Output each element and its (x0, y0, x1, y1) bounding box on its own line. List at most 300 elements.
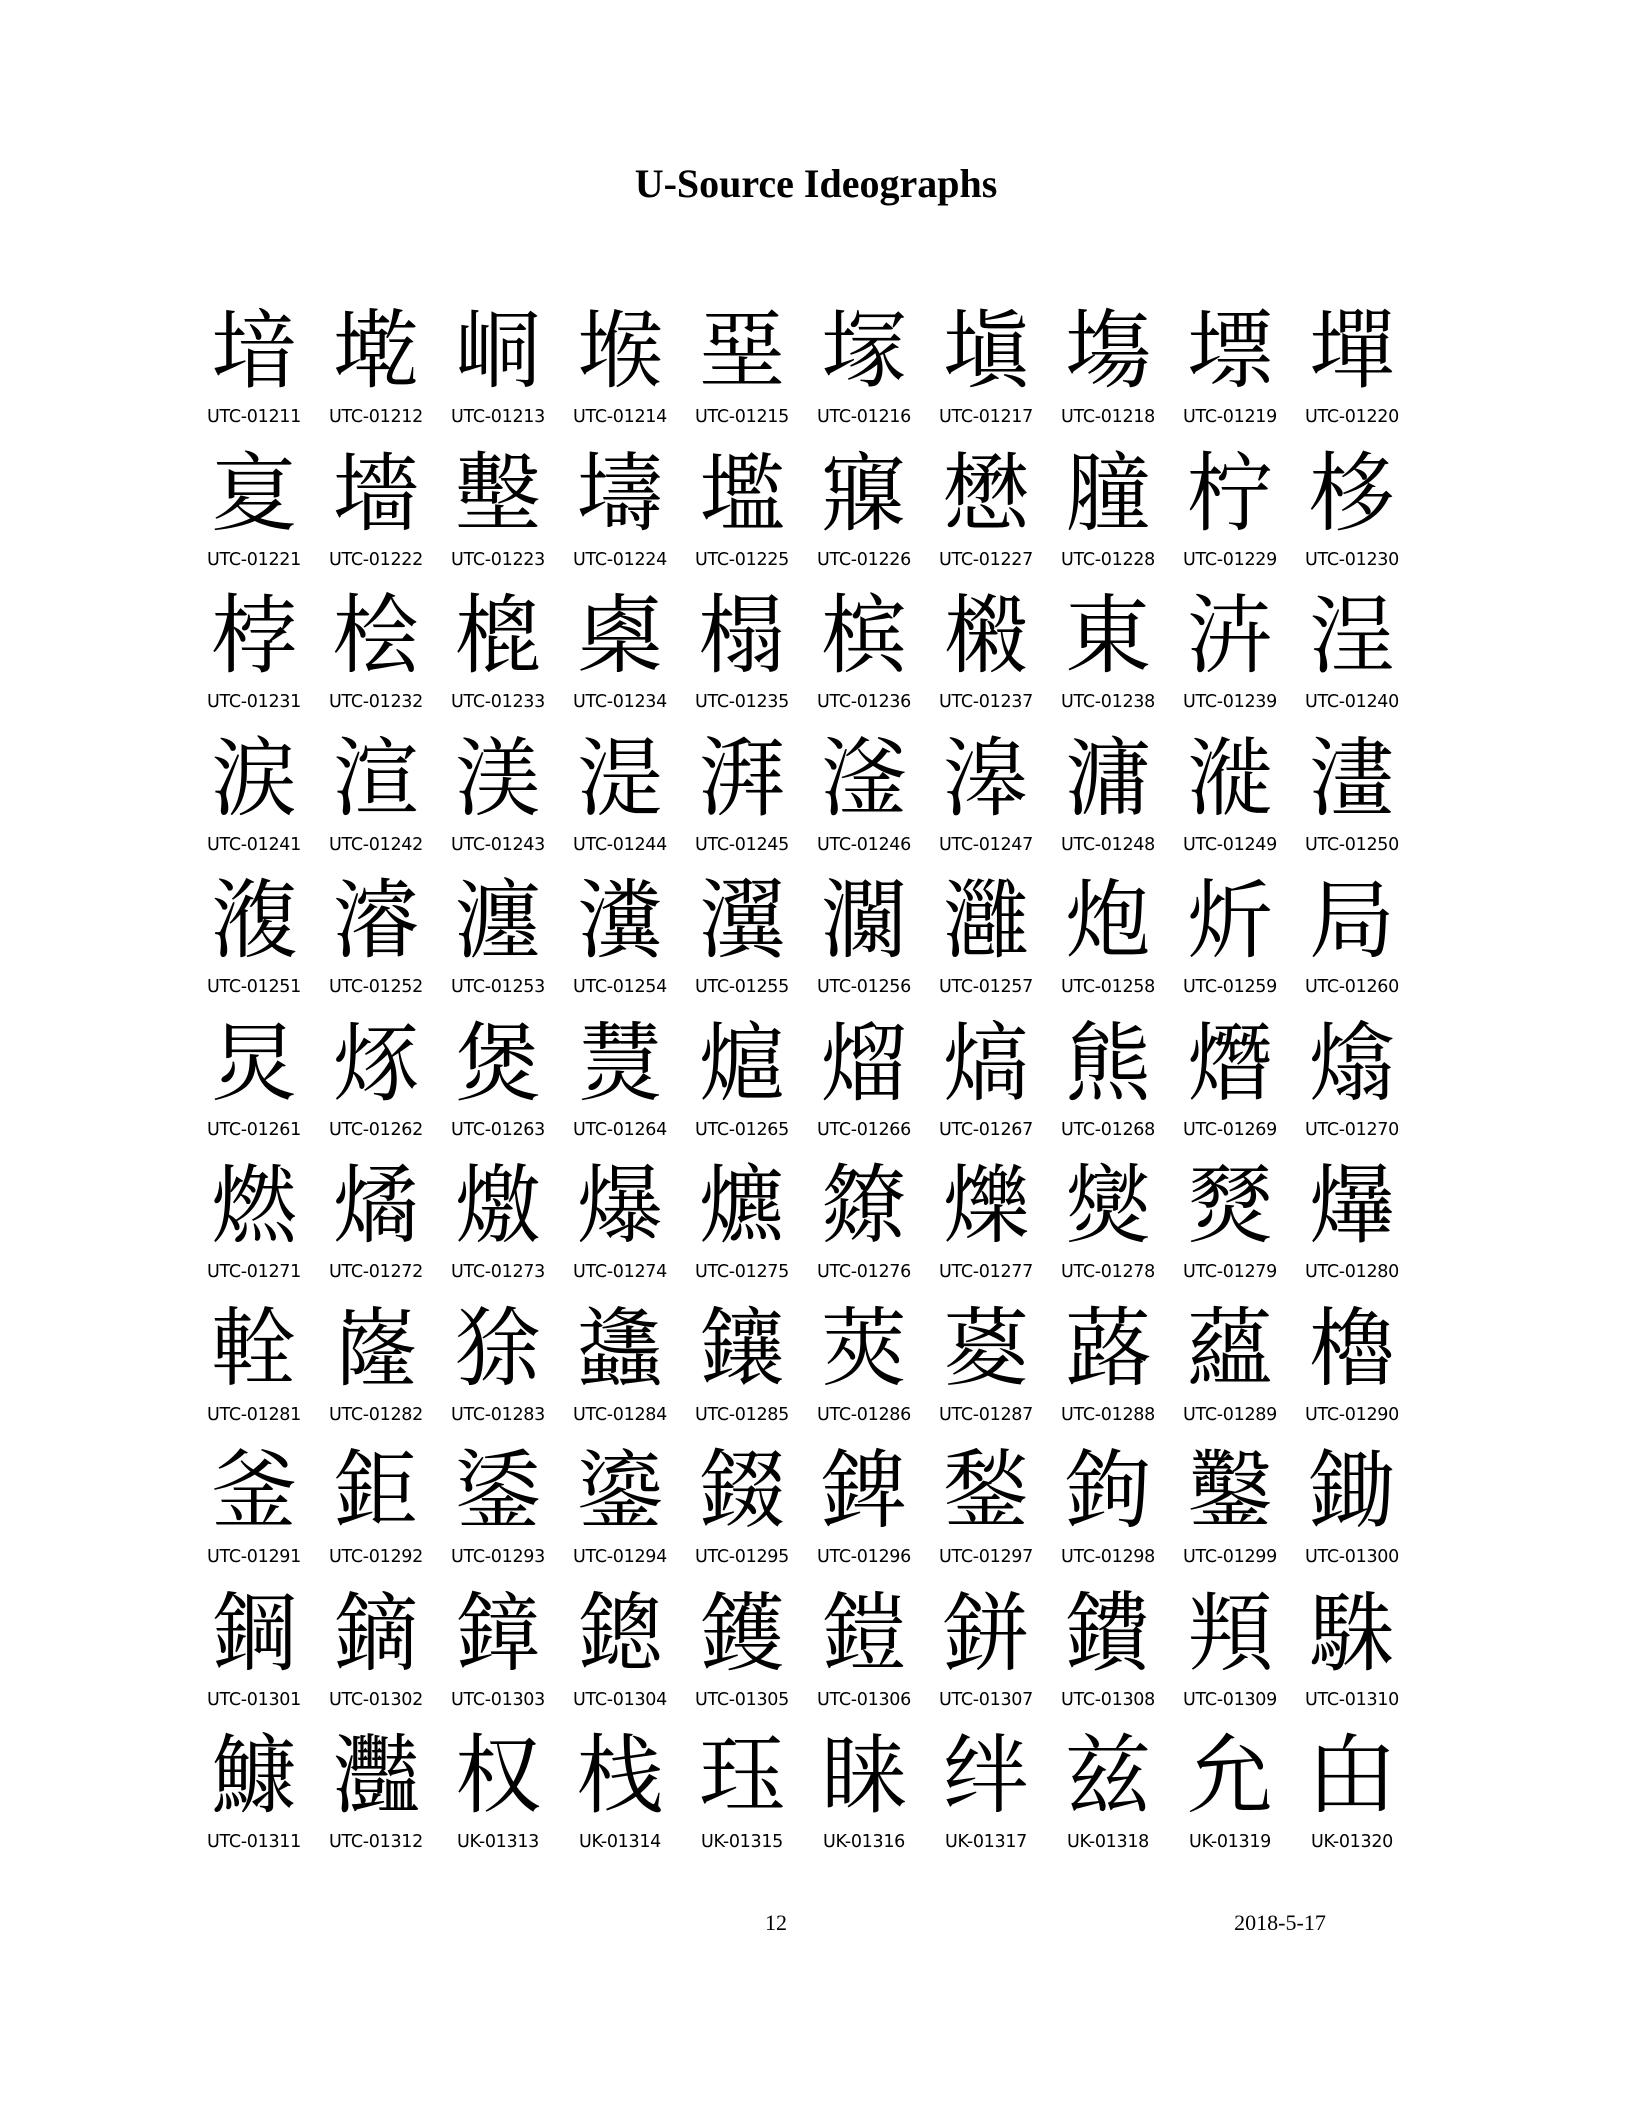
ideograph-glyph: 嶐 (333, 1298, 419, 1399)
ideograph-cell (193, 580, 315, 723)
ideograph-code: UTC-01218 (1061, 407, 1155, 427)
ideograph-glyph: 睐 (821, 1726, 907, 1826)
ideograph-code: UTC-01245 (695, 834, 789, 855)
ideograph-glyph: 釜 (211, 1441, 297, 1541)
ideograph-code: UK-01320 (1310, 1832, 1394, 1852)
ideograph-code: UTC-01259 (1183, 977, 1277, 997)
ideograph-cell (1047, 723, 1169, 866)
ideograph-glyph: 瀍 (455, 871, 541, 971)
ideograph-code: UTC-01282 (329, 1404, 423, 1425)
ideograph-cell (315, 723, 437, 866)
ideograph-glyph: 墘 (333, 301, 419, 401)
ideograph-glyph: 鎧 (821, 1583, 907, 1684)
ideograph-glyph: 鉅 (333, 1441, 419, 1541)
ideograph-cell (315, 865, 437, 1008)
ideograph-code: UK-01319 (1188, 1832, 1272, 1852)
ideograph-cell (559, 723, 681, 866)
ideograph-cell (559, 1150, 681, 1293)
ideograph-glyph: 懋 (943, 443, 1029, 544)
ideograph-cell (315, 1293, 437, 1436)
ideograph-glyph: 桧 (333, 586, 419, 686)
ideograph-code: UK-01313 (456, 1832, 540, 1852)
ideograph-code: UTC-01296 (817, 1547, 911, 1567)
ideograph-glyph: 燃 (211, 1156, 297, 1256)
ideograph-glyph: 堊 (699, 301, 785, 401)
ideograph-cell (315, 580, 437, 723)
ideograph-code: UTC-01287 (939, 1404, 1033, 1425)
ideograph-cell (681, 1720, 803, 1863)
ideograph-cell (681, 723, 803, 866)
ideograph-glyph: 渼 (455, 728, 541, 829)
ideograph-cell (1169, 1578, 1291, 1721)
ideograph-glyph: 東 (1065, 586, 1151, 686)
ideograph-code: UTC-01310 (1305, 1689, 1399, 1710)
ideograph-glyph: 燩 (455, 1156, 541, 1256)
ideograph-code: UK-01317 (944, 1832, 1028, 1852)
ideograph-cell (681, 295, 803, 438)
ideograph-cell (681, 1435, 803, 1578)
ideograph-glyph: 煲 (455, 1013, 541, 1114)
ideograph-glyph: 绊 (943, 1726, 1029, 1826)
ideograph-cell (193, 865, 315, 1008)
ideograph-code: UTC-01212 (329, 407, 423, 427)
ideograph-cell (803, 580, 925, 723)
ideograph-code: UTC-01292 (329, 1547, 423, 1567)
ideograph-code: UTC-01224 (573, 549, 667, 570)
ideograph-glyph: 堷 (211, 301, 297, 401)
ideograph-code: UTC-01244 (573, 834, 667, 855)
ideograph-code: UTC-01283 (451, 1404, 545, 1425)
ideograph-code: UTC-01256 (817, 977, 911, 997)
ideograph-code: UTC-01295 (695, 1547, 789, 1567)
ideograph-glyph: 栘 (1309, 443, 1395, 544)
ideograph-code: UTC-01260 (1305, 977, 1399, 997)
ideograph-glyph: 鎏 (577, 1441, 663, 1541)
ideograph-code: UTC-01294 (573, 1547, 667, 1567)
ideograph-glyph: 爍 (943, 1156, 1029, 1256)
ideograph-glyph: 燹 (1187, 1156, 1273, 1256)
ideograph-cell (803, 1293, 925, 1436)
ideograph-glyph: 熭 (577, 1013, 663, 1114)
ideograph-code: UTC-01265 (695, 1119, 789, 1140)
ideograph-cell (803, 295, 925, 438)
ideograph-cell (925, 1578, 1047, 1721)
ideograph-cell (193, 295, 315, 438)
ideograph-cell (925, 1293, 1047, 1436)
ideograph-glyph: 爒 (821, 1156, 907, 1256)
ideograph-glyph: 爕 (1065, 1156, 1151, 1256)
ideograph-glyph: 塡 (943, 301, 1029, 401)
ideograph-code: UTC-01225 (695, 549, 789, 570)
ideograph-glyph: 㮚 (577, 586, 663, 686)
ideograph-code: UTC-01220 (1305, 407, 1399, 427)
ideograph-cell (1169, 865, 1291, 1008)
ideograph-code: UTC-01304 (573, 1689, 667, 1710)
ideograph-glyph: 珏 (699, 1726, 785, 1826)
ideograph-cell (559, 1293, 681, 1436)
ideograph-glyph: 鐨 (1065, 1583, 1151, 1684)
ideograph-code: UTC-01233 (451, 692, 545, 712)
ideograph-cell (681, 1293, 803, 1436)
ideograph-code: UTC-01234 (573, 692, 667, 712)
ideograph-cell (315, 1720, 437, 1863)
ideograph-cell (437, 580, 559, 723)
ideograph-code: UTC-01302 (329, 1689, 423, 1710)
ideograph-code: UTC-01251 (207, 977, 301, 997)
ideograph-cell (803, 865, 925, 1008)
ideograph-code: UTC-01254 (573, 977, 667, 997)
ideograph-glyph: 炘 (1187, 871, 1273, 971)
ideograph-cell (1169, 580, 1291, 723)
ideograph-glyph: 爊 (699, 1156, 785, 1256)
ideograph-cell (559, 865, 681, 1008)
ideograph-glyph: 狳 (455, 1298, 541, 1399)
ideograph-glyph: 漇 (1187, 728, 1273, 829)
ideograph-cell (315, 1578, 437, 1721)
ideograph-glyph: 甶 (1309, 1726, 1395, 1826)
ideograph-code: UTC-01257 (939, 977, 1033, 997)
ideograph-glyph: 壔 (577, 443, 663, 544)
ideograph-cell (315, 438, 437, 581)
ideograph-cell (925, 1720, 1047, 1863)
ideograph-glyph: 蘊 (1187, 1298, 1273, 1399)
ideograph-glyph: 烼 (333, 1013, 419, 1114)
ideograph-glyph: 鍫 (943, 1441, 1029, 1541)
ideograph-glyph: 鑿 (1187, 1441, 1273, 1541)
ideograph-cell (803, 1435, 925, 1578)
ideograph-code: UTC-01217 (939, 407, 1033, 427)
ideograph-cell (437, 1578, 559, 1721)
ideograph-glyph: 允 (1187, 1726, 1273, 1826)
ideograph-code: UTC-01290 (1305, 1404, 1399, 1425)
ideograph-code: UTC-01230 (1305, 549, 1399, 570)
ideograph-code: UTC-01236 (817, 692, 911, 712)
ideograph-code: UTC-01305 (695, 1689, 789, 1710)
ideograph-glyph: 滽 (1065, 728, 1151, 829)
ideograph-glyph: 湜 (577, 728, 663, 829)
ideograph-glyph: 栈 (577, 1726, 663, 1826)
ideograph-cell (315, 1008, 437, 1151)
ideograph-glyph: 膧 (1065, 443, 1151, 544)
ideograph-cell (559, 1435, 681, 1578)
ideograph-code: UTC-01312 (329, 1832, 423, 1852)
ideograph-code: UTC-01263 (451, 1119, 545, 1140)
ideograph-code: UTC-01222 (329, 549, 423, 570)
ideograph-cell (1047, 1008, 1169, 1151)
ideograph-cell (437, 295, 559, 438)
ideograph-code: UTC-01255 (695, 977, 789, 997)
ideograph-cell (1291, 438, 1413, 581)
ideograph-glyph: 鑊 (699, 1583, 785, 1684)
ideograph-glyph: 熩 (699, 1013, 785, 1114)
ideograph-glyph: 堠 (577, 301, 663, 401)
ideograph-cell (559, 438, 681, 581)
ideograph-code: UTC-01275 (695, 1262, 789, 1282)
ideograph-code: UTC-01215 (695, 407, 789, 427)
ideograph-cell (1169, 1150, 1291, 1293)
ideograph-cell (1047, 1720, 1169, 1863)
ideograph-cell (1291, 1435, 1413, 1578)
ideograph-code: UTC-01214 (573, 407, 667, 427)
ideograph-code: UTC-01301 (207, 1689, 301, 1710)
ideograph-code: UTC-01273 (451, 1262, 545, 1282)
ideograph-cell (803, 1578, 925, 1721)
ideograph-glyph: 澅 (1309, 728, 1395, 829)
ideograph-cell (1169, 438, 1291, 581)
ideograph-cell (1047, 438, 1169, 581)
ideograph-cell (925, 723, 1047, 866)
ideograph-cell (681, 1150, 803, 1293)
ideograph-glyph: 錣 (699, 1441, 785, 1541)
ideograph-glyph: 頖 (1187, 1583, 1273, 1684)
ideograph-glyph: 墠 (1309, 301, 1395, 401)
ideograph-code: UTC-01308 (1061, 1689, 1155, 1710)
ideograph-glyph: 墼 (455, 443, 541, 544)
ideograph-cell (1169, 1720, 1291, 1863)
ideograph-glyph: 榻 (699, 586, 785, 686)
ideograph-code: UTC-01262 (329, 1119, 423, 1140)
ideograph-cell (1169, 1008, 1291, 1151)
ideograph-cell (193, 1293, 315, 1436)
ideograph-cell (803, 723, 925, 866)
ideograph-code: UTC-01211 (207, 407, 301, 427)
ideograph-glyph: 葼 (943, 1298, 1029, 1399)
ideograph-cell (925, 1435, 1047, 1578)
ideograph-code: UTC-01280 (1305, 1262, 1399, 1282)
ideograph-glyph: 鉼 (943, 1583, 1029, 1684)
ideograph-code: UTC-01238 (1061, 692, 1155, 712)
ideograph-cell (681, 1578, 803, 1721)
ideograph-glyph: 灉 (943, 871, 1029, 971)
ideograph-cell (437, 865, 559, 1008)
ideograph-glyph: 熸 (1187, 1013, 1273, 1114)
ideograph-cell (559, 1578, 681, 1721)
ideograph-cell (437, 1720, 559, 1863)
ideograph-glyph: 鏓 (577, 1583, 663, 1684)
ideograph-cell (1047, 1578, 1169, 1721)
ideograph-cell (1047, 1293, 1169, 1436)
ideograph-code: UTC-01306 (817, 1689, 911, 1710)
ideograph-cell (315, 1150, 437, 1293)
ideograph-cell (925, 865, 1047, 1008)
ideograph-code: UTC-01264 (573, 1119, 667, 1140)
ideograph-cell (1291, 1293, 1413, 1436)
ideograph-cell (1291, 295, 1413, 438)
ideograph-cell (1047, 295, 1169, 438)
ideograph-cell (437, 438, 559, 581)
ideograph-cell (681, 1008, 803, 1151)
ideograph-grid (193, 295, 1413, 1863)
ideograph-cell (1169, 723, 1291, 866)
ideograph-code: UTC-01261 (207, 1119, 301, 1140)
ideograph-code: UTC-01237 (939, 692, 1033, 712)
ideograph-cell (193, 438, 315, 581)
ideograph-code: UTC-01250 (1305, 834, 1399, 855)
ideograph-glyph: 壏 (699, 443, 785, 544)
ideograph-glyph: 鏑 (333, 1583, 419, 1684)
ideograph-code: UTC-01242 (329, 834, 423, 855)
ideograph-code: UTC-01276 (817, 1262, 911, 1282)
ideograph-code: UK-01316 (822, 1832, 906, 1852)
ideograph-code: UTC-01226 (817, 549, 911, 570)
ideograph-cell (559, 580, 681, 723)
ideograph-glyph: 爆 (577, 1156, 663, 1256)
ideograph-code: UTC-01278 (1061, 1262, 1155, 1282)
ideograph-glyph: 㮰 (455, 586, 541, 686)
ideograph-code: UTC-01247 (939, 834, 1033, 855)
ideograph-cell (559, 1008, 681, 1151)
ideograph-glyph: 熘 (821, 1013, 907, 1114)
ideograph-glyph: 瀵 (577, 871, 663, 971)
ideograph-code: UTC-01274 (573, 1262, 667, 1282)
ideograph-code: UTC-01270 (1305, 1119, 1399, 1140)
ideograph-glyph: 柠 (1187, 443, 1273, 544)
ideograph-code: UTC-01303 (451, 1689, 545, 1710)
ideograph-cell (925, 580, 1047, 723)
ideograph-cell (925, 1008, 1047, 1151)
ideograph-cell (1291, 1150, 1413, 1293)
ideograph-cell (1291, 723, 1413, 866)
ideograph-glyph: 兹 (1065, 1726, 1151, 1826)
ideograph-cell (1047, 1150, 1169, 1293)
ideograph-code: UTC-01277 (939, 1262, 1033, 1282)
ideograph-glyph: 槟 (821, 586, 907, 686)
ideograph-cell (559, 295, 681, 438)
ideograph-code: UTC-01299 (1183, 1547, 1277, 1567)
ideograph-code: UTC-01239 (1183, 692, 1277, 712)
ideograph-cell (1169, 1293, 1291, 1436)
ideograph-cell (193, 1008, 315, 1151)
ideograph-cell (1047, 580, 1169, 723)
ideograph-glyph: 爗 (1309, 1156, 1395, 1256)
ideograph-glyph: 桲 (211, 586, 297, 686)
ideograph-code: UTC-01228 (1061, 549, 1155, 570)
ideograph-cell (803, 1720, 925, 1863)
ideograph-code: UTC-01246 (817, 834, 911, 855)
ideograph-code: UTC-01219 (1183, 407, 1277, 427)
ideograph-code: UTC-01288 (1061, 1404, 1155, 1425)
ideograph-cell (193, 1578, 315, 1721)
ideograph-code: UTC-01272 (329, 1262, 423, 1282)
ideograph-cell (1047, 865, 1169, 1008)
ideograph-code: UTC-01298 (1061, 1547, 1155, 1567)
ideograph-code: UTC-01309 (1183, 1689, 1277, 1710)
ideograph-cell (1169, 1435, 1291, 1578)
ideograph-glyph: 湃 (699, 728, 785, 829)
ideograph-cell (925, 1150, 1047, 1293)
ideograph-code: UTC-01232 (329, 692, 423, 712)
ideograph-code: UTC-01227 (939, 549, 1033, 570)
ideograph-glyph: 輇 (211, 1298, 297, 1399)
ideograph-cell (1291, 580, 1413, 723)
ideograph-code: UTC-01216 (817, 407, 911, 427)
page-number: 12 (765, 1910, 787, 1935)
ideograph-glyph: 局 (1309, 871, 1395, 971)
ideograph-code: UTC-01281 (207, 1404, 301, 1425)
page-title: U-Source Ideographs (634, 161, 998, 206)
ideograph-code: UTC-01279 (1183, 1262, 1277, 1282)
ideograph-code: UTC-01240 (1305, 692, 1399, 712)
ideograph-glyph: 灁 (821, 871, 907, 971)
ideograph-code: UTC-01223 (451, 549, 545, 570)
ideograph-glyph: 蕗 (1065, 1298, 1151, 1399)
ideograph-glyph: 莢 (821, 1298, 907, 1399)
ideograph-cell (559, 1720, 681, 1863)
ideograph-code: UTC-01271 (207, 1262, 301, 1282)
ideograph-code: UTC-01248 (1061, 834, 1155, 855)
ideograph-cell (1291, 1008, 1413, 1151)
ideograph-code: UTC-01266 (817, 1119, 911, 1140)
ideograph-code: UTC-01243 (451, 834, 545, 855)
ideograph-cell (437, 1150, 559, 1293)
ideograph-glyph: 滏 (821, 728, 907, 829)
ideograph-cell (1291, 1578, 1413, 1721)
ideograph-code: UTC-01241 (207, 834, 301, 855)
ideograph-cell (803, 1150, 925, 1293)
ideograph-glyph: 渲 (333, 728, 419, 829)
ideograph-code: UTC-01235 (695, 692, 789, 712)
ideograph-cell (437, 1435, 559, 1578)
ideograph-cell (1291, 865, 1413, 1008)
ideograph-code: UK-01314 (578, 1832, 662, 1852)
ideograph-code: UTC-01284 (573, 1404, 667, 1425)
ideograph-glyph: 濬 (333, 871, 419, 971)
ideograph-cell (193, 723, 315, 866)
ideograph-cell (437, 723, 559, 866)
ideograph-code: UTC-01268 (1061, 1119, 1155, 1140)
ideograph-glyph: 峒 (455, 301, 541, 401)
ideograph-cell (681, 438, 803, 581)
ideograph-glyph: 澓 (211, 871, 297, 971)
ideograph-code: UTC-01293 (451, 1547, 545, 1567)
ideograph-glyph: 櫓 (1309, 1298, 1395, 1399)
ideograph-code: UTC-01311 (207, 1832, 301, 1852)
ideograph-cell (193, 1720, 315, 1863)
ideograph-glyph: 鉤 (1065, 1441, 1151, 1541)
ideograph-glyph: 熻 (1309, 1013, 1395, 1114)
ideograph-glyph: 墂 (1187, 301, 1273, 401)
ideograph-cell (437, 1293, 559, 1436)
ideograph-glyph: 权 (455, 1726, 541, 1826)
ideograph-code: UTC-01252 (329, 977, 423, 997)
ideograph-code: UTC-01286 (817, 1404, 911, 1425)
ideograph-glyph: 瀷 (699, 871, 785, 971)
ideograph-glyph: 塜 (821, 301, 907, 401)
ideograph-cell (925, 295, 1047, 438)
ideograph-cell (193, 1150, 315, 1293)
ideograph-glyph: 燏 (333, 1156, 419, 1256)
ideograph-glyph: 墻 (333, 443, 419, 544)
ideograph-code: UTC-01307 (939, 1689, 1033, 1710)
ideograph-code: UTC-01269 (1183, 1119, 1277, 1140)
ideograph-cell (681, 580, 803, 723)
ideograph-glyph: 熇 (943, 1013, 1029, 1114)
ideograph-code: UTC-01253 (451, 977, 545, 997)
ideograph-cell (681, 865, 803, 1008)
ideograph-glyph: 錍 (821, 1441, 907, 1541)
ideograph-code: UK-01318 (1066, 1832, 1150, 1852)
ideograph-glyph: 樧 (943, 586, 1029, 686)
ideograph-cell (925, 438, 1047, 581)
ideograph-code: UTC-01291 (207, 1547, 301, 1567)
ideograph-code: UTC-01289 (1183, 1404, 1277, 1425)
ideograph-glyph: 熊 (1065, 1013, 1151, 1114)
ideograph-code: UTC-01300 (1305, 1547, 1399, 1567)
ideograph-cell (193, 1435, 315, 1578)
ideograph-code: UTC-01297 (939, 1547, 1033, 1567)
ideograph-code: UTC-01285 (695, 1404, 789, 1425)
ideograph-glyph: 浧 (1309, 586, 1395, 686)
